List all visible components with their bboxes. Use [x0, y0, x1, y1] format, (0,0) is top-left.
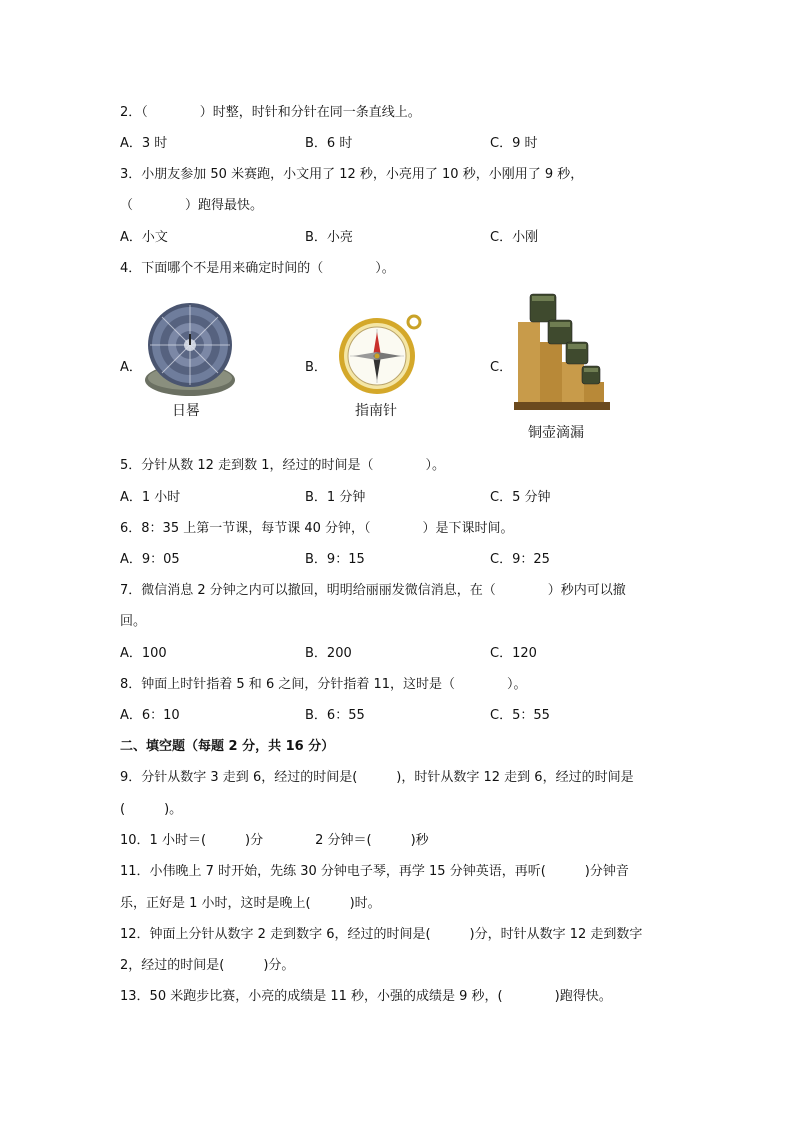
q6-stem: 6．8：35 上第一节课，每节课 40 分钟，（ ）是下课时间。 — [120, 521, 514, 536]
q7-option-c[interactable]: C．120 — [490, 646, 537, 661]
section-2-title: 二、填空题（每题 2 分，共 16 分） — [120, 739, 335, 754]
q10-line1: 10．1 小时＝( )分 2 分钟＝( )秒 — [120, 833, 429, 848]
q3-option-a[interactable]: A．小文 — [120, 230, 168, 245]
q3-option-c[interactable]: C．小刚 — [490, 230, 539, 245]
water-clock-image — [512, 290, 612, 414]
q3-stem-line2: （ ）跑得最快。 — [120, 198, 264, 213]
q6-option-a[interactable]: A．9：05 — [120, 552, 180, 567]
q2-option-c[interactable]: C．9 时 — [490, 136, 538, 151]
q12-line1: 12．钟面上分针从数字 2 走到数字 6，经过的时间是( )分，时针从数字 12 走到数字 — [120, 927, 643, 942]
sundial-image — [140, 300, 240, 400]
q4-option-c-letter[interactable]: C． — [490, 360, 513, 375]
compass-caption: 指南针 — [355, 402, 397, 418]
q11-line2: 乐，正好是 1 小时，这时是晚上( )时。 — [120, 896, 381, 911]
q2-stem: 2．（ ）时整，时针和分针在同一条直线上。 — [120, 105, 421, 120]
q7-stem-line1: 7．微信消息 2 分钟之内可以撤回，明明给丽丽发微信消息，在（ ）秒内可以撤 — [120, 583, 626, 598]
sundial-caption: 日晷 — [172, 402, 200, 418]
q8-option-b[interactable]: B．6：55 — [305, 708, 365, 723]
q8-option-a[interactable]: A．6：10 — [120, 708, 180, 723]
q11-line1: 11．小伟晚上 7 时开始，先练 30 分钟电子琴，再学 15 分钟英语，再听( )分钟音 — [120, 864, 629, 879]
q8-stem: 8．钟面上时针指着 5 和 6 之间，分针指着 11，这时是（ ）。 — [120, 677, 527, 692]
q5-option-c[interactable]: C．5 分钟 — [490, 490, 551, 505]
q4-option-b-letter[interactable]: B． — [305, 360, 327, 375]
q12-line2: 2，经过的时间是( )分。 — [120, 958, 295, 973]
q9-line1: 9．分针从数字 3 走到 6，经过的时间是( )，时针从数字 12 走到 6，经过的时间是 — [120, 770, 634, 785]
q7-option-a[interactable]: A．100 — [120, 646, 167, 661]
q5-option-a[interactable]: A．1 小时 — [120, 490, 181, 505]
q13-line1: 13．50 米跑步比赛，小亮的成绩是 11 秒，小强的成绩是 9 秒，( )跑得快。 — [120, 989, 612, 1004]
q9-line2: ( )。 — [120, 802, 183, 817]
q7-stem-line2: 回。 — [120, 614, 147, 629]
q7-option-b[interactable]: B．200 — [305, 646, 352, 661]
q6-option-c[interactable]: C．9：25 — [490, 552, 550, 567]
q2-option-a[interactable]: A．3 时 — [120, 136, 168, 151]
q4-stem: 4．下面哪个不是用来确定时间的（ ）。 — [120, 261, 395, 276]
q5-stem: 5．分针从数 12 走到数 1，经过的时间是（ ）。 — [120, 458, 445, 473]
q3-stem-line1: 3．小朋友参加 50 米赛跑，小文用了 12 秒，小亮用了 10 秒，小刚用了 9 秒， — [120, 167, 584, 182]
q3-option-b[interactable]: B．小亮 — [305, 230, 353, 245]
q4-option-a-letter[interactable]: A． — [120, 360, 142, 375]
q8-option-c[interactable]: C．5：55 — [490, 708, 550, 723]
water-clock-caption: 铜壶滴漏 — [528, 424, 584, 440]
compass-image — [330, 312, 430, 396]
q2-option-b[interactable]: B．6 时 — [305, 136, 353, 151]
q6-option-b[interactable]: B．9：15 — [305, 552, 365, 567]
q5-option-b[interactable]: B．1 分钟 — [305, 490, 366, 505]
